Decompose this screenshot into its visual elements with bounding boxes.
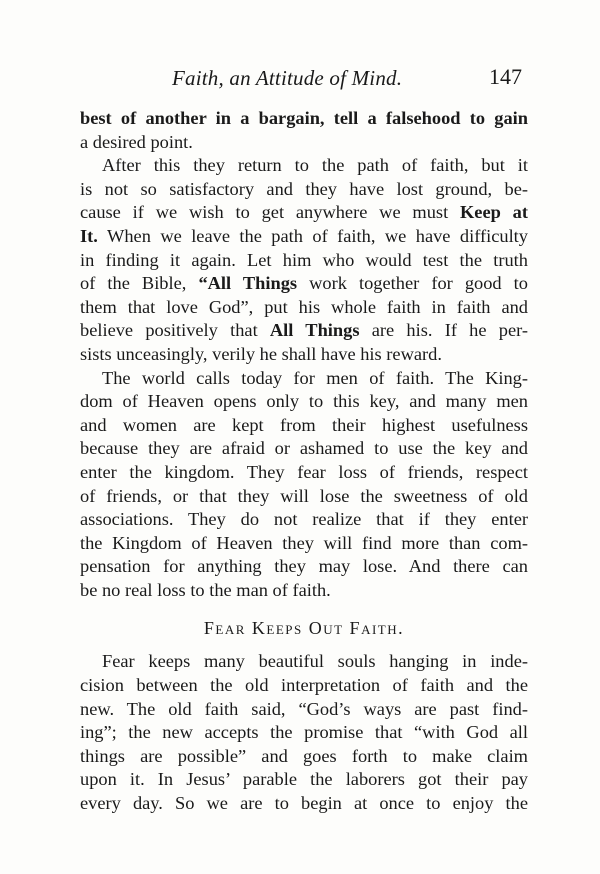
page-number: 147 [489,64,522,89]
text-line [80,225,528,249]
emphasis-all-things: “All Things [198,273,298,294]
body-text [80,107,528,816]
text-line: new. The old faith said, “God’s ways are past find- [80,698,528,719]
text-run: believe positively that [80,320,270,341]
running-head [0,60,600,96]
text-line: dom of Heaven opens only to this key, and many men [80,391,528,412]
running-head-title: Faith, an Attitude of Mind. [172,66,403,90]
text-run: are his. If he per- [359,320,529,341]
text-line: a desired point. [80,131,193,152]
text-line: pensation for anything they may lose. And there can [80,556,528,577]
text-line: things are possible” and goes forth to make claim [80,745,528,766]
text-line: sists unceasingly, verily he shall have his reward. [80,343,442,364]
text-line: upon it. In Jesus’ parable the laborers got their pay [80,769,528,790]
emphasis-it: It. [80,225,98,246]
section-heading: Fear Keeps Out Faith. [203,618,405,639]
paragraph-start-line: After this they return to the path of faith, but it [102,155,528,176]
text-line: is not so satisfactory and they have lost ground, be- [80,178,528,199]
text-line: cision between the old interpretation of faith and the [80,675,528,696]
emphasis-keep-at: Keep at [460,202,528,223]
text-run: work together for good to [297,273,528,294]
text-line: of friends, or that they will lose the sweetness of old [80,485,528,506]
text-line: best of another in a bargain, tell a falsehood to gain [80,108,528,128]
text-line: associations. They do not realize that if they enter [80,509,528,530]
text-line: every day. So we are to begin at once to enjoy the [80,793,528,814]
text-line: in finding it again. Let him who would test the truth [80,249,528,270]
emphasis-all-things: All Things [269,320,360,341]
text-line: because they are afraid or ashamed to use the key and [80,438,528,459]
text-run: When we leave the path of faith, we have difficulty [97,225,528,246]
text-line: enter the kingdom. They fear loss of friends, respect [80,461,528,482]
text-line [80,319,528,343]
text-line: them that love God”, put his whole faith in faith and [80,296,528,317]
paragraph-start-line: Fear keeps many beautiful souls hanging in inde- [102,651,528,672]
text-line: be no real loss to the man of faith. [80,579,331,600]
text-run: of the Bible, [80,273,199,294]
text-line: and women are kept from their highest usefulness [80,414,528,435]
paragraph-start-line: The world calls today for men of faith. The King- [102,367,528,388]
text-run: cause if we wish to get anywhere we must [80,202,460,223]
text-line [80,272,528,296]
text-line: ing”; the new accepts the promise that “with God all [80,722,528,743]
text-line [80,201,528,225]
text-line: the Kingdom of Heaven they will find more than com- [80,532,528,553]
